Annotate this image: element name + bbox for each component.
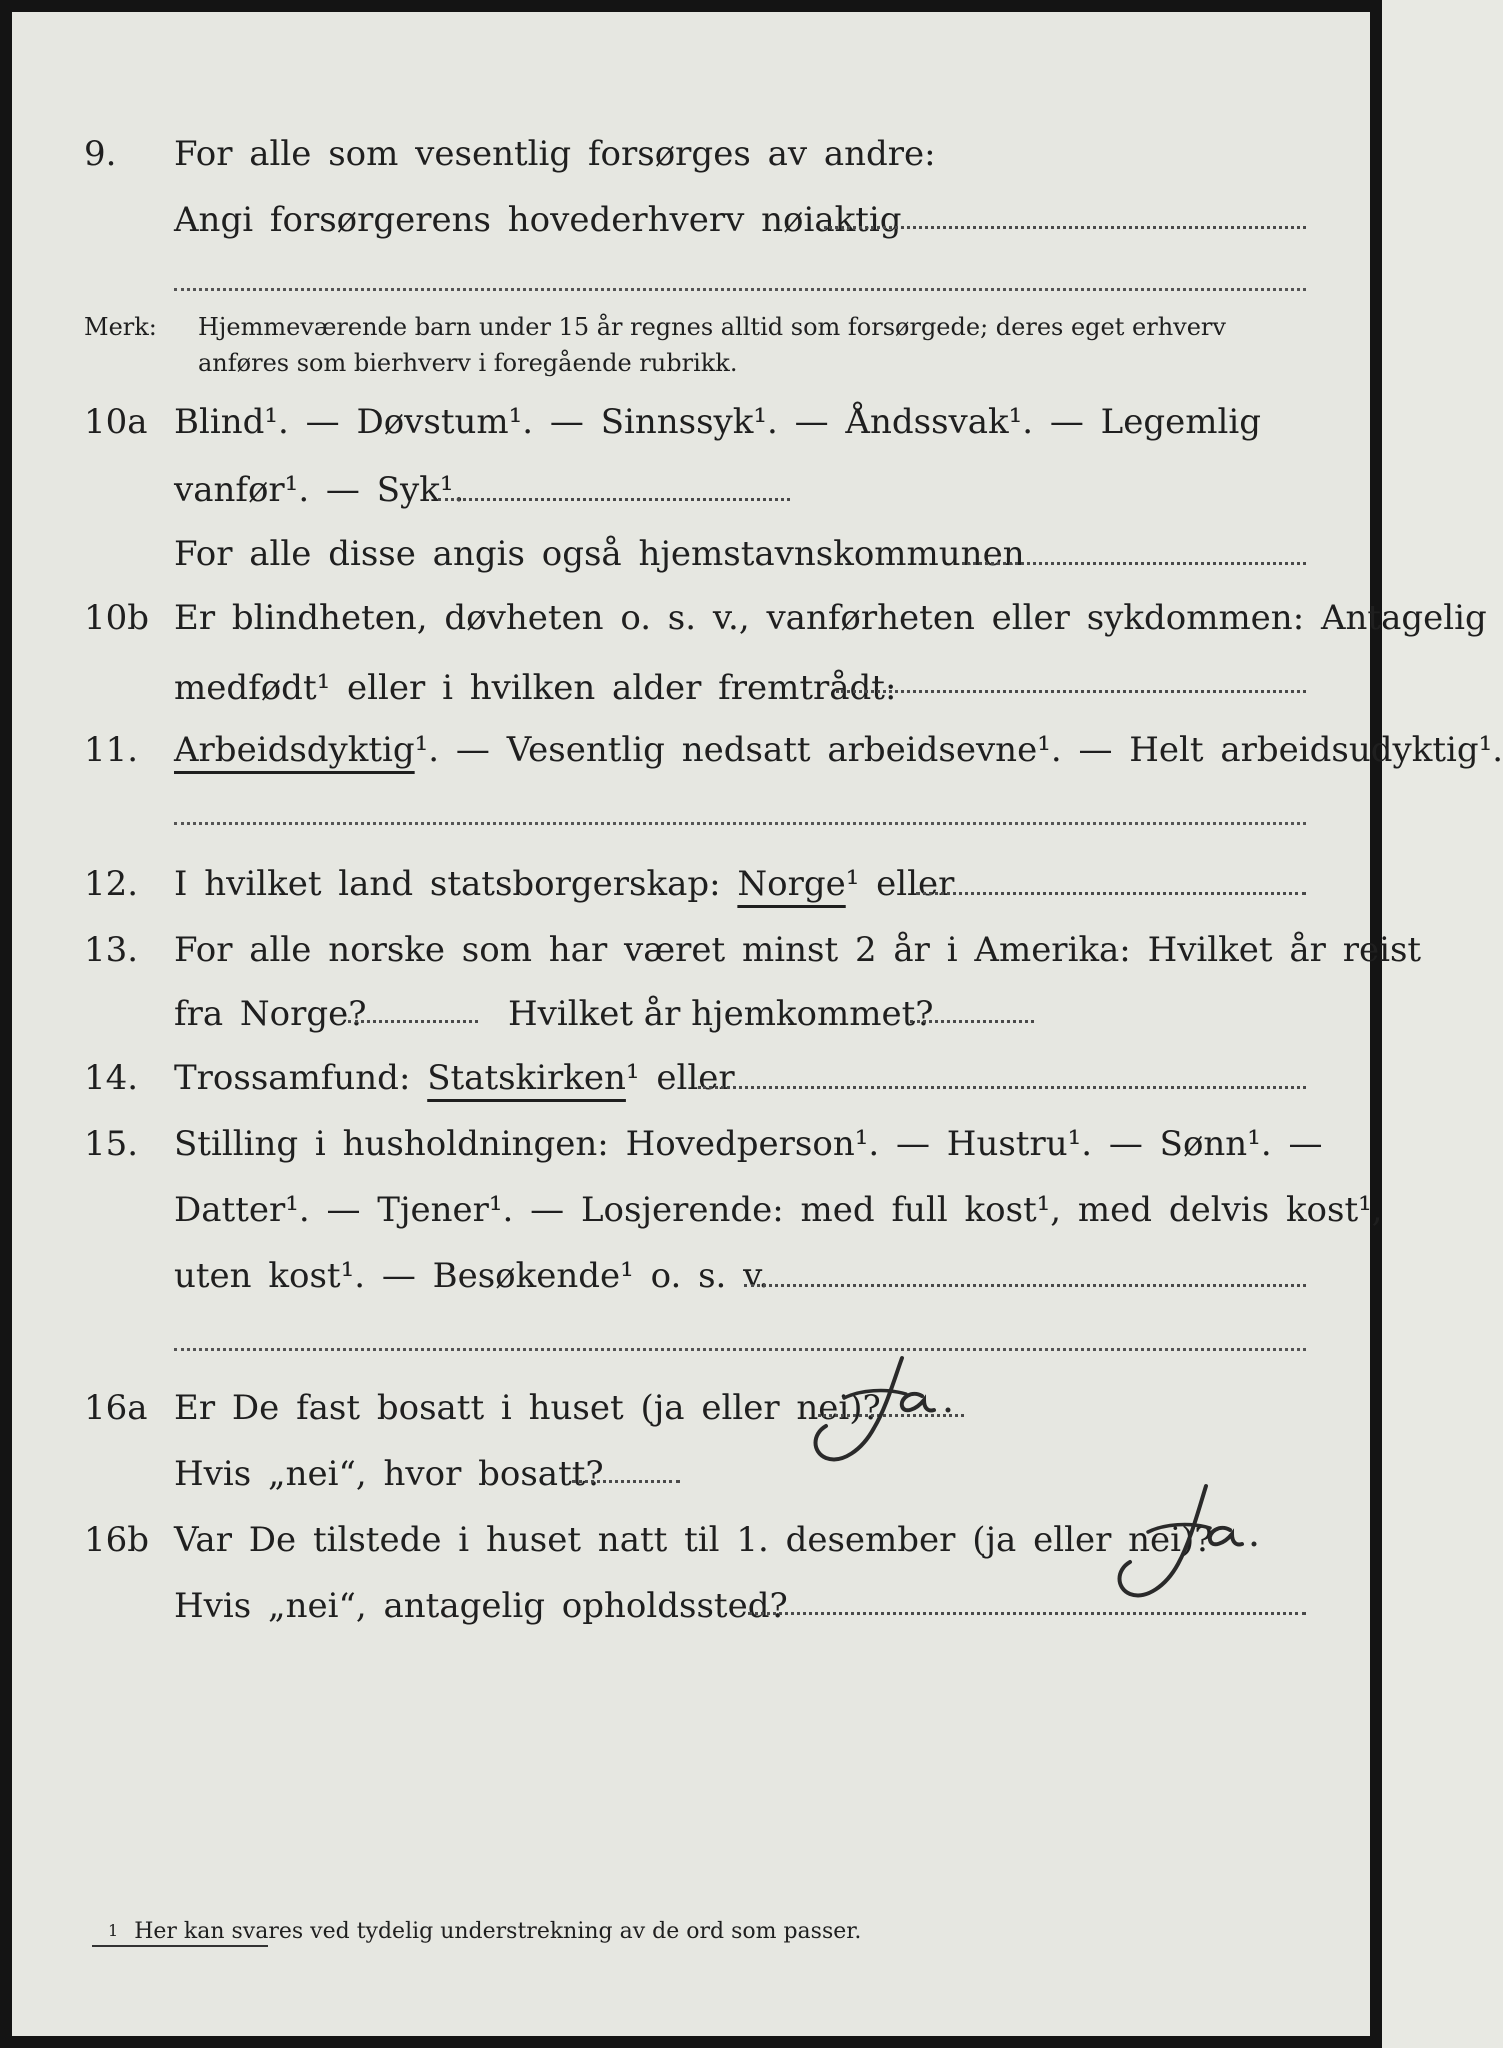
question-text	[174, 862, 954, 906]
answer-line[interactable]	[438, 498, 790, 501]
question-text: Datter¹. — Tjener¹. — Losjerende: med full kost¹, med delvis kost¹,	[174, 1190, 1383, 1230]
question-text: For alle som vesentlig forsørges av andre:	[174, 134, 936, 174]
answer-line[interactable]	[348, 1020, 478, 1023]
question-number: 11.	[84, 730, 139, 770]
question-number: 15.	[84, 1124, 139, 1164]
underlined-answer: Statskirken	[427, 1058, 626, 1098]
question-text: medfødt¹ eller i hvilken alder fremtrådt:	[174, 668, 897, 708]
question-number: 16a	[84, 1388, 148, 1428]
answer-line[interactable]	[174, 1348, 1306, 1351]
question-text: Hvis „nei“, hvor bosatt?	[174, 1454, 604, 1494]
answer-line[interactable]	[698, 1086, 1306, 1089]
answer-line[interactable]	[572, 1480, 680, 1483]
footnote	[108, 1917, 862, 1948]
question-text: For alle norske som har været minst 2 år i Amerika: Hvilket år reist	[174, 930, 1422, 970]
question-text: Var De tilstede i huset natt til 1. desember (ja eller nei)?	[174, 1520, 1213, 1560]
question-text-rest: ¹ eller	[625, 1058, 735, 1098]
answer-line[interactable]	[748, 1612, 1306, 1615]
footnote-marker: 1	[108, 1921, 119, 1940]
answer-line[interactable]	[962, 562, 1306, 565]
question-number: 10a	[84, 402, 148, 442]
question-number: 9.	[84, 134, 117, 174]
question-text: uten kost¹. — Besøkende¹ o. s. v.	[174, 1256, 770, 1296]
answer-line[interactable]	[744, 1284, 1306, 1287]
answer-line[interactable]	[916, 892, 1306, 895]
handwritten-answer	[782, 1350, 962, 1470]
question-number: 13.	[84, 930, 139, 970]
question-text: Angi forsørgerens hovederhverv nøiaktig	[174, 200, 902, 240]
question-number: 16b	[84, 1520, 150, 1560]
question-text-rest: ¹ eller	[845, 864, 955, 904]
note-label: Merk:	[84, 313, 157, 341]
answer-line[interactable]	[174, 822, 1306, 825]
answer-line[interactable]	[824, 226, 1306, 229]
question-text-rest: ¹. — Vesentlig nedsatt arbeidsevne¹. — Helt arbeidsudyktig¹.	[414, 730, 1503, 770]
question-text-lead: Trossamfund:	[174, 1058, 411, 1098]
handwritten-answer	[1098, 1478, 1268, 1608]
note-text: anføres som bierhverv i foregående rubrikk.	[198, 349, 738, 377]
question-text	[174, 728, 1503, 772]
question-text: Er De fast bosatt i huset (ja eller nei)?	[174, 1388, 881, 1428]
question-text	[174, 1056, 735, 1100]
note-text: Hjemmeværende barn under 15 år regnes alltid som forsørgede; deres eget erhverv	[198, 313, 1226, 341]
svg-text:Ja.: Ja.	[1098, 1478, 1100, 1479]
question-text: fra Norge?	[174, 994, 367, 1034]
question-text: Hvis „nei“, antagelig opholdssted?	[174, 1586, 788, 1626]
underlined-answer: Norge	[737, 864, 846, 904]
question-text: Stilling i husholdningen: Hovedperson¹. — Hustru¹. — Sønn¹. —	[174, 1124, 1323, 1164]
answer-line[interactable]	[174, 288, 1306, 291]
question-text: Er blindheten, døvheten o. s. v., vanførheten eller sykdommen: Antagelig	[174, 598, 1487, 638]
question-number: 14.	[84, 1058, 139, 1098]
question-text: vanfør¹. — Syk¹.	[174, 470, 465, 510]
svg-text:Ja.: Ja.	[782, 1350, 784, 1351]
answer-line[interactable]	[910, 1020, 1034, 1023]
underlined-answer: Arbeidsdyktig	[174, 730, 415, 770]
question-text-lead: I hvilket land statsborgerskap:	[174, 864, 721, 904]
question-text: Blind¹. — Døvstum¹. — Sinnssyk¹. — Åndssvak¹. — Legemlig	[174, 402, 1261, 442]
footnote-text: Her kan svares ved tydelig understrekning av de ord som passer.	[134, 1919, 862, 1944]
question-number: 12.	[84, 864, 139, 904]
question-text: Hvilket år hjemkommet?	[508, 994, 934, 1034]
answer-line[interactable]	[836, 690, 1306, 693]
question-text: For alle disse angis også hjemstavnskommunen	[174, 534, 1025, 574]
question-number: 10b	[84, 598, 150, 638]
